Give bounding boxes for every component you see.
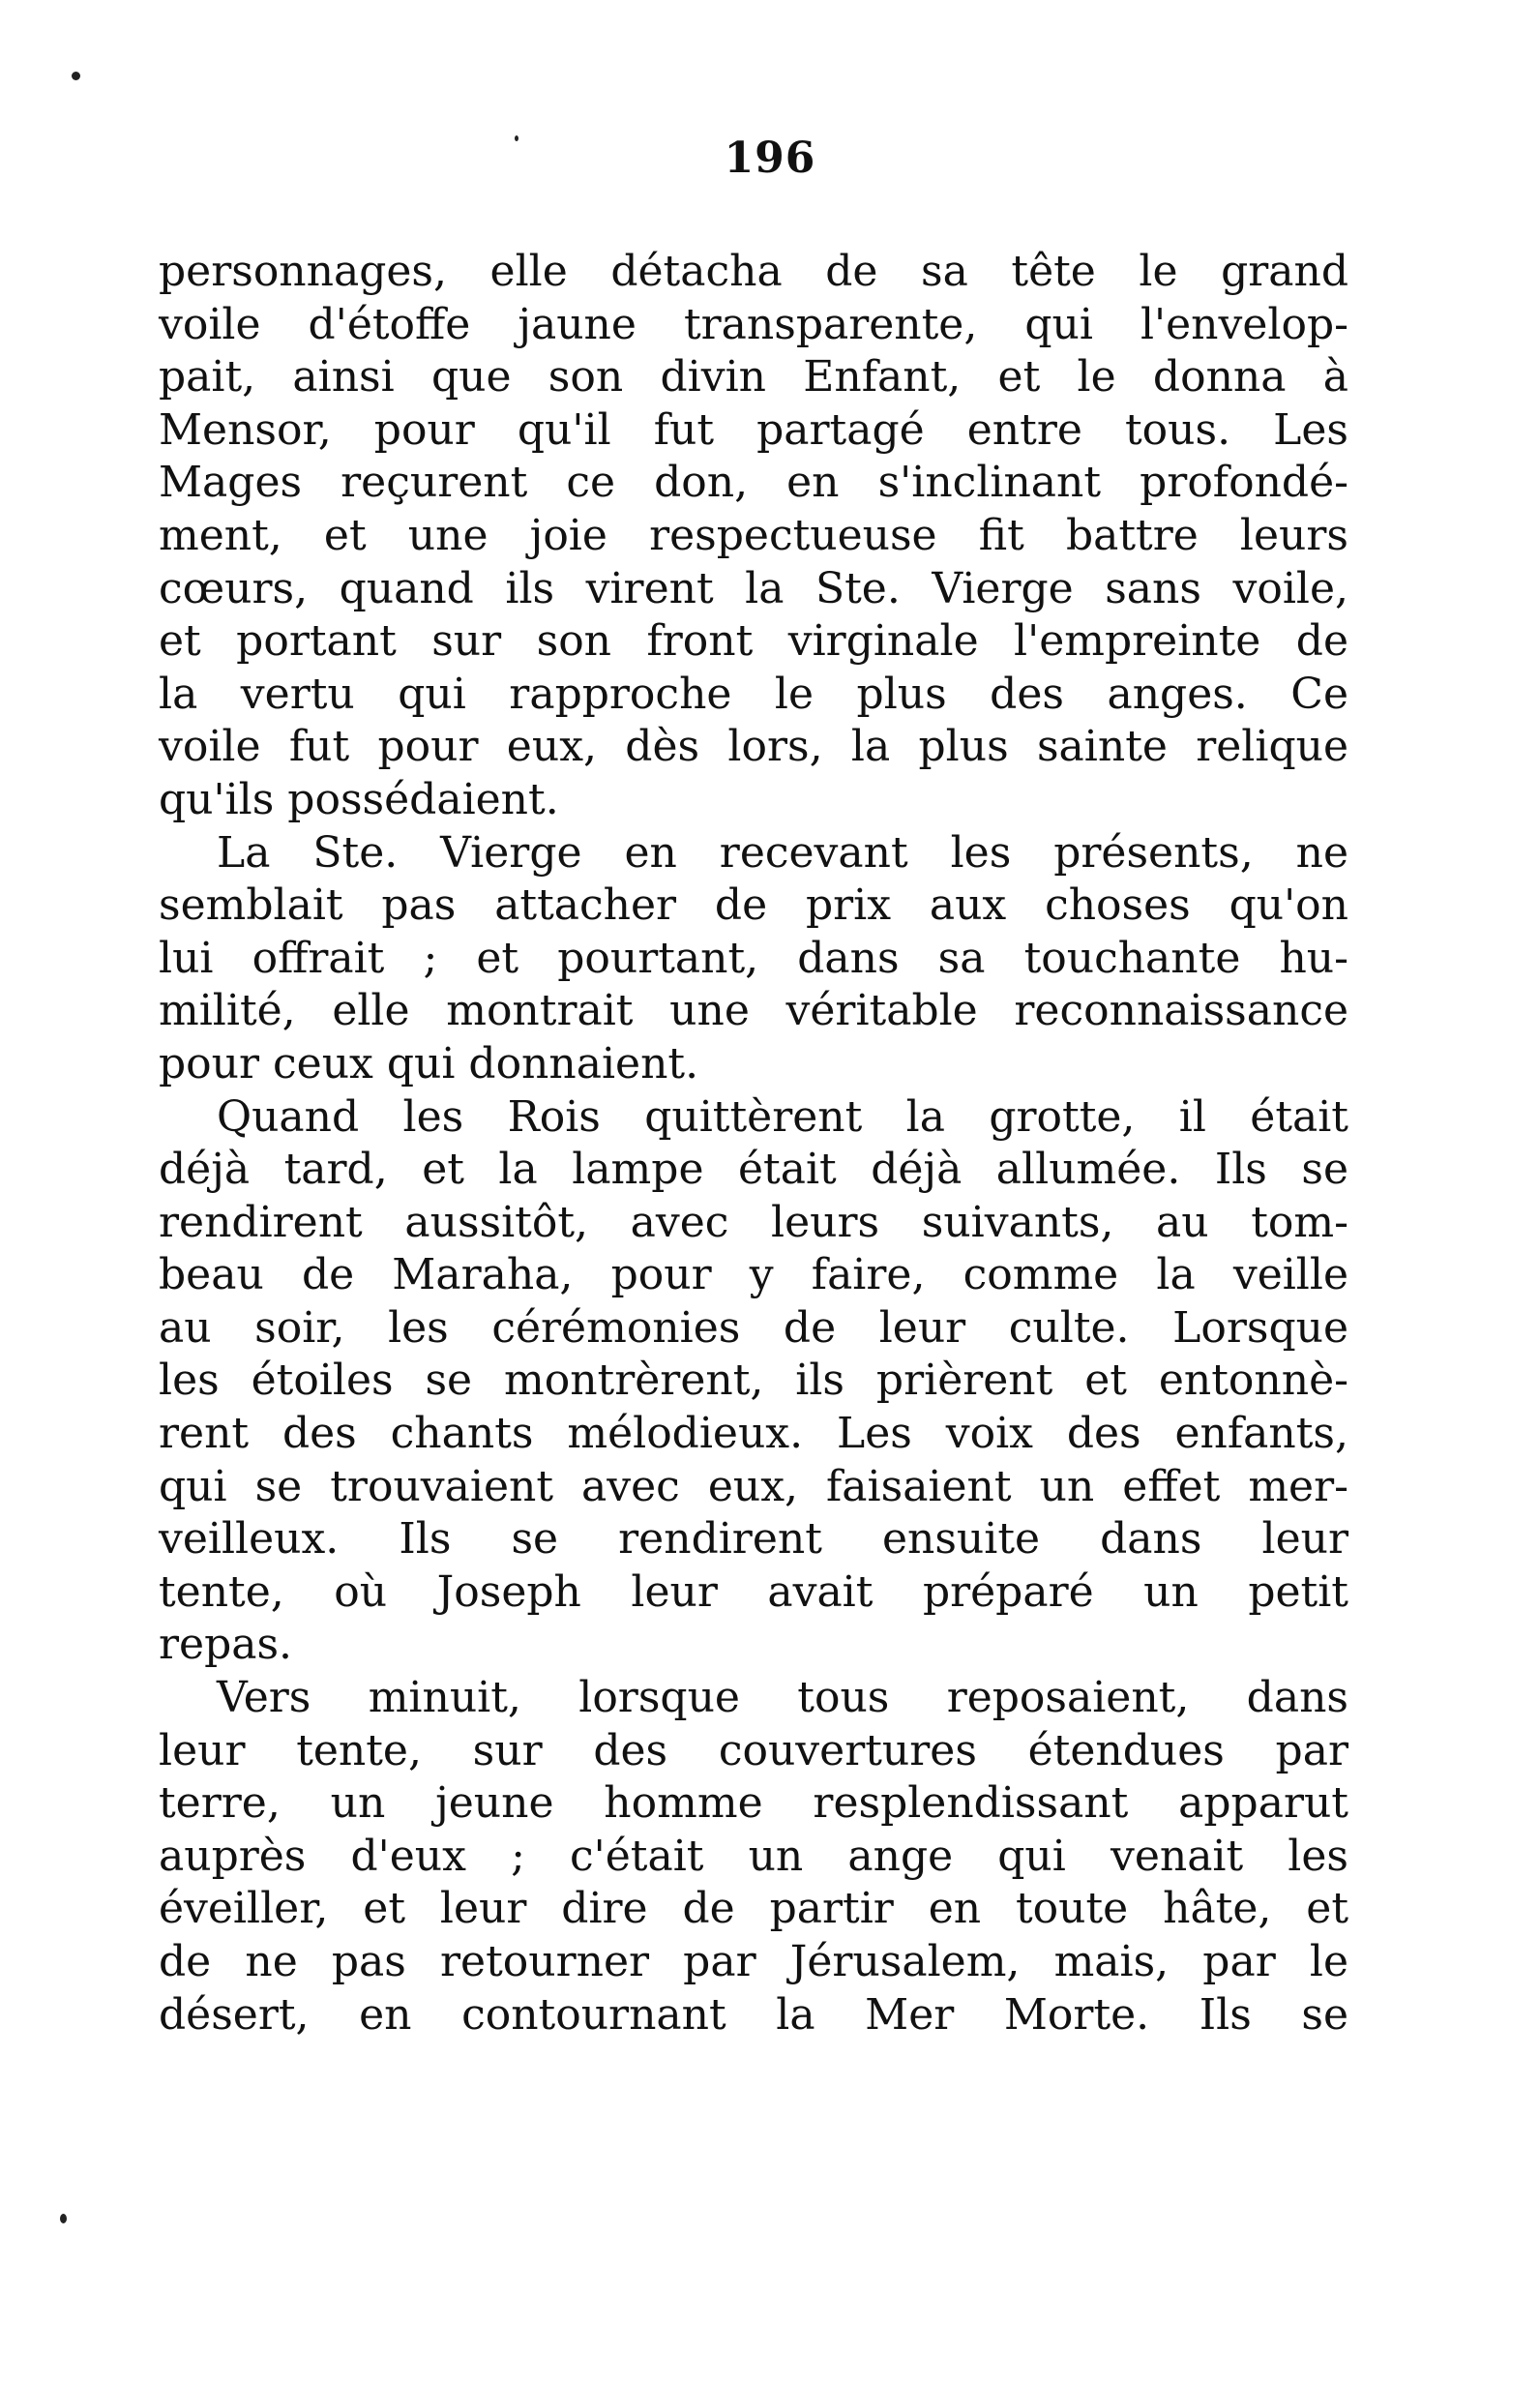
text-line: rent des chants mélodieux. Les voix des enfants, (159, 1409, 1348, 1459)
text-line: leur tente, sur des couvertures étendues par (159, 1725, 1348, 1775)
margin-speck (60, 2214, 67, 2223)
text-line: voile fut pour eux, dès lors, la plus sainte relique (159, 722, 1348, 772)
body-text (159, 246, 1348, 2042)
text-line: beau de Maraha, pour y faire, comme la veille (159, 1250, 1348, 1300)
text-line: de ne pas retourner par Jérusalem, mais, par le (159, 1937, 1348, 1986)
text-line: Mages reçurent ce don, en s'inclinant profondé- (159, 458, 1348, 508)
page-number: 196 (724, 134, 816, 183)
text-line: terre, un jeune homme resplendissant apparut (159, 1778, 1348, 1829)
text-line: au soir, les cérémonies de leur culte. Lorsque (159, 1302, 1348, 1353)
text-line: repas. (159, 1620, 293, 1670)
margin-speck (515, 135, 518, 141)
text-line: cœurs, quand ils virent la Ste. Vierge sans voile, (159, 563, 1348, 613)
text-line: pour ceux qui donnaient. (159, 1038, 699, 1088)
text-line: ment, et une joie respectueuse fit battre leurs (159, 510, 1348, 560)
text-line: La Ste. Vierge en recevant les présents, ne (217, 827, 1348, 878)
text-line: lui offrait ; et pourtant, dans sa touchante hu- (159, 933, 1348, 983)
margin-speck (72, 72, 80, 80)
text-line: qu'ils possédaient. (159, 774, 559, 824)
text-line: milité, elle montrait une véritable reconnaissance (159, 986, 1348, 1036)
text-line: Mensor, pour qu'il fut partagé entre tous. Les (159, 404, 1348, 455)
text-line: Quand les Rois quittèrent la grotte, il était (217, 1091, 1348, 1142)
text-line: les étoiles se montrèrent, ils prièrent et entonnè- (159, 1356, 1348, 1406)
text-line: veilleux. Ils se rendirent ensuite dans leur (159, 1514, 1348, 1565)
text-line: voile d'étoffe jaune transparente, qui l'envelop- (159, 299, 1348, 349)
text-line: personnages, elle détacha de sa tête le grand (159, 247, 1348, 296)
text-line: désert, en contournant la Mer Morte. Ils se (159, 1989, 1348, 2040)
text-line: déjà tard, et la lampe était déjà allumée. Ils se (159, 1145, 1348, 1195)
text-line: éveiller, et leur dire de partir en toute hâte, et (159, 1884, 1348, 1934)
text-line: la vertu qui rapproche le plus des anges. Ce (159, 669, 1348, 719)
text-line: qui se trouvaient avec eux, faisaient un effet mer- (159, 1461, 1348, 1511)
text-line: pait, ainsi que son divin Enfant, et le donna à (159, 352, 1348, 402)
text-line: tente, où Joseph leur avait préparé un petit (159, 1566, 1348, 1617)
text-line: auprès d'eux ; c'était un ange qui venait les (159, 1831, 1348, 1881)
text-line: semblait pas attacher de prix aux choses qu'on (159, 880, 1348, 931)
text-line: rendirent aussitôt, avec leurs suivants, au tom- (159, 1197, 1348, 1247)
text-line: et portant sur son front virginale l'empreinte de (159, 616, 1348, 667)
text-line: Vers minuit, lorsque tous reposaient, dans (217, 1673, 1348, 1723)
